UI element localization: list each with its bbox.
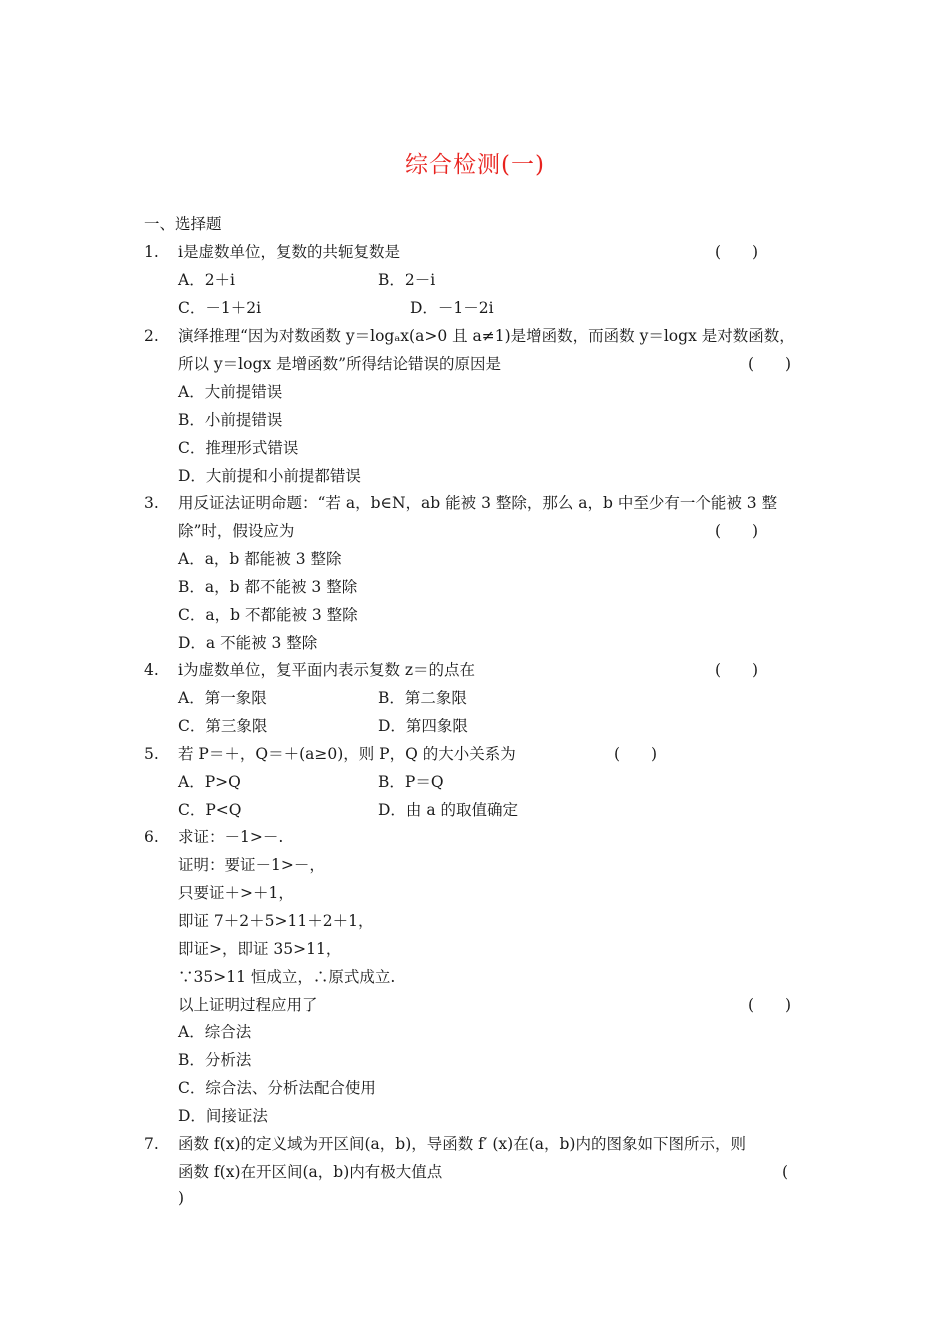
answer-blank-close: ) [178, 1189, 185, 1207]
proof-line: 求证：－1>－. [178, 828, 284, 846]
option-d: D．第四象限 [378, 717, 468, 735]
answer-blank: ( ) [715, 661, 759, 679]
answer-blank: ( ) [748, 996, 792, 1014]
proof-line: 以上证明过程应用了 [178, 996, 318, 1014]
question-stem-line: 函数 f(x)在开区间(a，b)内有极大值点 [178, 1163, 443, 1181]
section-heading: 一、选择题 [144, 215, 222, 233]
option-d: D．间接证法 [178, 1107, 268, 1125]
answer-blank: ( ) [614, 745, 658, 763]
proof-line: 证明：要证－1>－， [178, 856, 325, 874]
option-a: A．P>Q [178, 773, 241, 791]
question-number: 7. [144, 1135, 159, 1153]
proof-line: 只要证＋>＋1， [178, 884, 294, 902]
proof-line: ∵35>11 恒成立，∴原式成立. [178, 968, 396, 986]
question-number: 6. [144, 828, 159, 846]
question-number: 5. [144, 745, 159, 763]
question-stem-line: 函数 f(x)的定义域为开区间(a，b)，导函数 f′ (x)在(a，b)内的图象如下图所示，则 [178, 1135, 746, 1153]
option-c: C．推理形式错误 [178, 439, 299, 457]
answer-blank: ( ) [715, 243, 759, 261]
option-d: D．－1－2i [410, 299, 494, 317]
question-stem-line: 用反证法证明命题：“若 a，b∈N，ab 能被 3 整除，那么 a，b 中至少有一个能被 3 整 [178, 494, 778, 512]
answer-blank: ( ) [748, 355, 792, 373]
question-number: 4. [144, 661, 159, 679]
question-number: 1. [144, 243, 159, 261]
option-c: C．a，b 不都能被 3 整除 [178, 606, 358, 624]
question-number: 3. [144, 494, 159, 512]
option-b: B．分析法 [178, 1051, 252, 1069]
option-d: D．大前提和小前提都错误 [178, 467, 361, 485]
option-a: A．综合法 [178, 1023, 252, 1041]
option-c: C．－1＋2i [178, 299, 262, 317]
question-stem: i是虚数单位，复数的共轭复数是 [178, 243, 400, 261]
answer-blank: ( ) [715, 522, 759, 540]
option-b: B．2－i [378, 271, 436, 289]
option-a: A．第一象限 [178, 689, 267, 707]
option-c: C．第三象限 [178, 717, 268, 735]
proof-line: 即证 7＋2＋5>11＋2＋1， [178, 912, 374, 930]
answer-blank-open: ( [782, 1163, 789, 1181]
option-b: B．P＝Q [378, 773, 444, 791]
question-stem-line: 除”时，假设应为 [178, 522, 295, 540]
option-a: A．大前提错误 [178, 383, 283, 401]
question-number: 2. [144, 327, 159, 345]
question-stem: i为虚数单位，复平面内表示复数 z＝的点在 [178, 661, 476, 679]
option-b: B．小前提错误 [178, 411, 283, 429]
option-d: D．由 a 的取值确定 [378, 801, 519, 819]
proof-line: 即证>，即证 35>11， [178, 940, 342, 958]
page-title: 综合检测(一) [405, 152, 545, 178]
question-stem-line: 演绎推理“因为对数函数 y＝logₐx(a>0 且 a≠1)是增函数，而函数 y＝logx 是对数函数， [178, 327, 795, 345]
option-a: A．2＋i [178, 271, 236, 289]
option-c: C．综合法、分析法配合使用 [178, 1079, 376, 1097]
option-b: B．第二象限 [378, 689, 467, 707]
option-b: B．a，b 都不能被 3 整除 [178, 578, 358, 596]
question-stem: 若 P＝＋，Q＝＋(a≥0)，则 P，Q 的大小关系为 [178, 745, 516, 763]
option-c: C．P<Q [178, 801, 242, 819]
question-stem-line: 所以 y＝logx 是增函数”所得结论错误的原因是 [178, 355, 501, 373]
option-d: D．a 不能被 3 整除 [178, 634, 318, 652]
option-a: A．a，b 都能被 3 整除 [178, 550, 342, 568]
